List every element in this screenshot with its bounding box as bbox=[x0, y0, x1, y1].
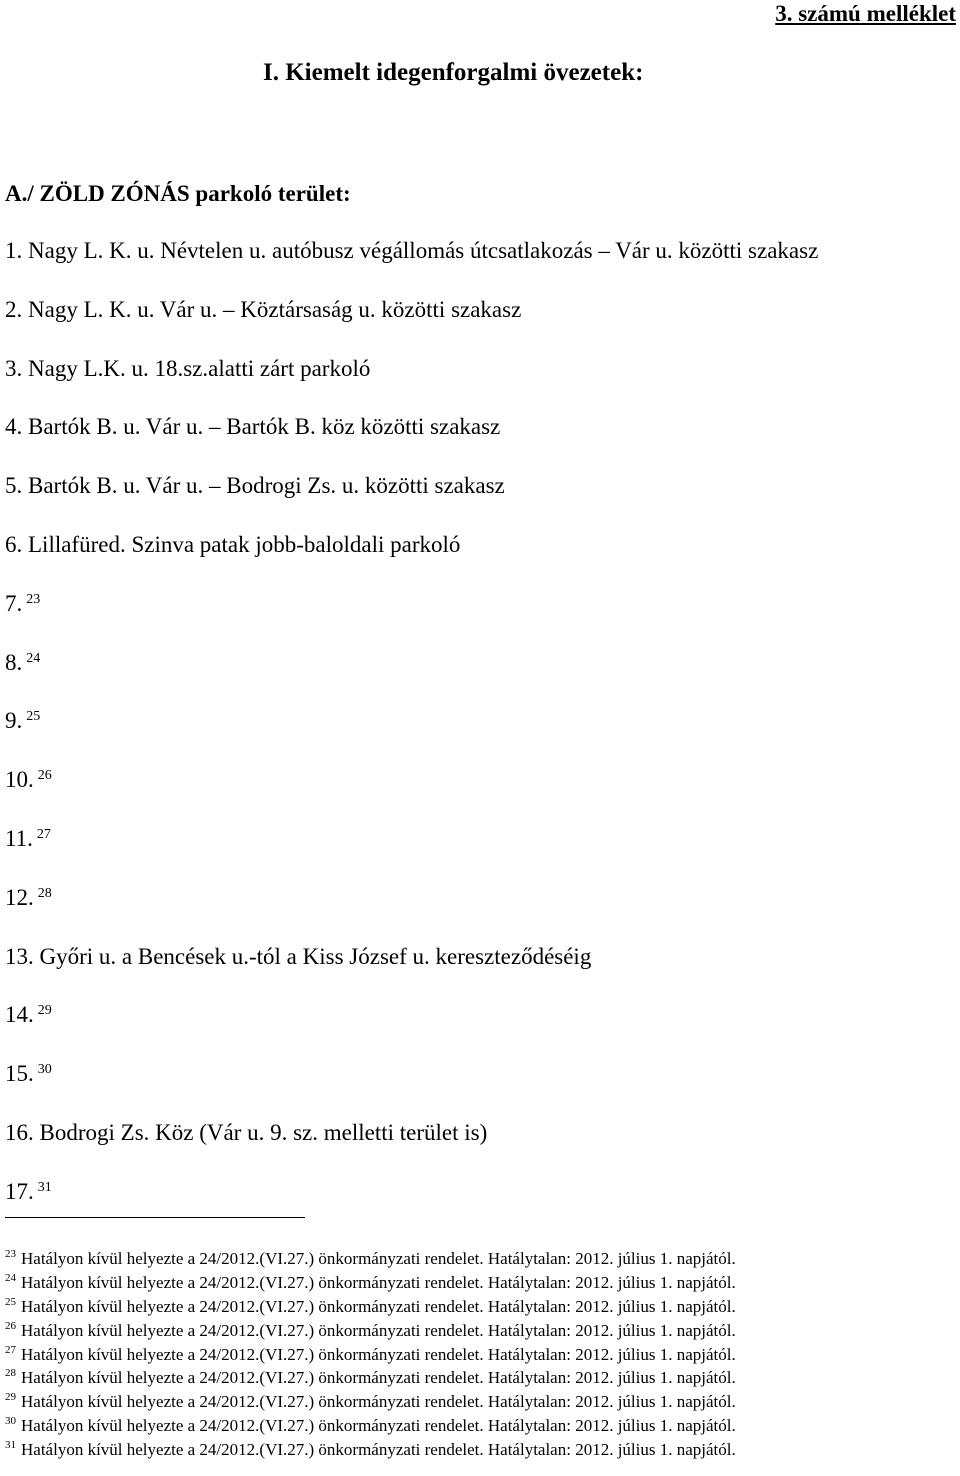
item-number: 3. bbox=[5, 355, 23, 381]
item-number: 12. bbox=[5, 884, 34, 910]
footnote bbox=[5, 1295, 736, 1319]
item-number: 8. bbox=[5, 649, 23, 675]
item-number: 6. bbox=[5, 531, 23, 557]
footnote-ref[interactable]: 25 bbox=[26, 709, 41, 725]
footnote-ref[interactable]: 26 bbox=[37, 768, 52, 784]
page-title: I. Kiemelt idegenforgalmi övezetek: bbox=[263, 59, 644, 86]
list-item bbox=[5, 1060, 818, 1119]
item-text: Bodrogi Zs. Köz (Vár u. 9. sz. melletti terület is) bbox=[39, 1119, 488, 1145]
footnote-number: 23 bbox=[5, 1248, 16, 1260]
list-item bbox=[5, 1178, 818, 1237]
list-item bbox=[5, 531, 818, 590]
footnote bbox=[5, 1343, 736, 1367]
footnote-text: Hatályon kívül helyezte a 24/2012.(VI.27.) önkormányzati rendelet. Hatálytalan: 2012. július 1. napjától. bbox=[21, 1272, 736, 1292]
footnote-number: 30 bbox=[5, 1415, 16, 1428]
list-item bbox=[5, 237, 818, 296]
list-item bbox=[5, 296, 818, 355]
footnote-ref[interactable]: 24 bbox=[26, 650, 41, 666]
list-item bbox=[5, 413, 818, 472]
item-text: Bartók B. u. Vár u. – Bodrogi Zs. u. közötti szakasz bbox=[28, 473, 505, 499]
list-item bbox=[5, 766, 818, 825]
item-number: 16. bbox=[5, 1119, 34, 1145]
footnote bbox=[5, 1366, 736, 1390]
footnote-number: 27 bbox=[5, 1343, 16, 1356]
footnote-list bbox=[5, 1247, 736, 1462]
footnote-number: 26 bbox=[5, 1319, 16, 1332]
footnote bbox=[5, 1247, 736, 1271]
item-number: 14. bbox=[5, 1002, 34, 1028]
footnote-text: Hatályon kívül helyezte a 24/2012.(VI.27.) önkormányzati rendelet. Hatálytalan: 2012. július 1. napjától. bbox=[21, 1392, 736, 1412]
item-text: Győri u. a Bencések u.-tól a Kiss József u. kereszteződéséig bbox=[39, 943, 592, 969]
footnote-text: Hatályon kívül helyezte a 24/2012.(VI.27.) önkormányzati rendelet. Hatálytalan: 2012. július 1. napjától. bbox=[21, 1344, 736, 1364]
list-item bbox=[5, 472, 818, 531]
item-number: 9. bbox=[5, 708, 23, 734]
item-number: 1. bbox=[5, 238, 23, 263]
list-item bbox=[5, 825, 818, 884]
footnote-ref[interactable]: 31 bbox=[37, 1179, 52, 1195]
item-number: 4. bbox=[5, 414, 23, 440]
footnote-text: Hatályon kívül helyezte a 24/2012.(VI.27.) önkormányzati rendelet. Hatálytalan: 2012. július 1. napjától. bbox=[21, 1440, 736, 1460]
footnote-number: 28 bbox=[5, 1367, 16, 1380]
list-item bbox=[5, 649, 818, 708]
zone-item-list bbox=[5, 237, 818, 1237]
footnote-text: Hatályon kívül helyezte a 24/2012.(VI.27.) önkormányzati rendelet. Hatálytalan: 2012. július 1. napjától. bbox=[21, 1368, 736, 1388]
list-item bbox=[5, 707, 818, 766]
footnote-text: Hatályon kívül helyezte a 24/2012.(VI.27.) önkormányzati rendelet. Hatálytalan: 2012. július 1. napjától. bbox=[21, 1416, 736, 1436]
item-number: 7. bbox=[5, 590, 23, 616]
item-text: Nagy L. K. u. Vár u. – Köztársaság u. közötti szakasz bbox=[28, 296, 522, 322]
item-text: Nagy L.K. u. 18.sz.alatti zárt parkoló bbox=[28, 355, 371, 381]
list-item bbox=[5, 355, 818, 414]
item-text: Bartók B. u. Vár u. – Bartók B. köz közötti szakasz bbox=[28, 414, 501, 440]
footnote-ref[interactable]: 30 bbox=[37, 1062, 52, 1078]
item-text: Lillafüred. Szinva patak jobb-baloldali parkoló bbox=[28, 531, 461, 557]
footnote bbox=[5, 1271, 736, 1295]
item-number: 2. bbox=[5, 296, 23, 322]
item-number: 17. bbox=[5, 1178, 34, 1204]
item-text: Nagy L. K. u. Névtelen u. autóbusz végállomás útcsatlakozás – Vár u. közötti szakasz bbox=[28, 238, 819, 263]
list-item bbox=[5, 1119, 818, 1178]
footnote-ref[interactable]: 23 bbox=[26, 591, 41, 607]
item-number: 5. bbox=[5, 473, 23, 499]
list-item bbox=[5, 884, 818, 943]
footnote-text: Hatályon kívül helyezte a 24/2012.(VI.27.) önkormányzati rendelet. Hatálytalan: 2012. július 1. napjától. bbox=[21, 1320, 736, 1340]
footnote-separator bbox=[5, 1217, 305, 1218]
footnote-text: Hatályon kívül helyezte a 24/2012.(VI.27.) önkormányzati rendelet. Hatálytalan: 2012. július 1. napjától. bbox=[21, 1296, 736, 1316]
item-number: 11. bbox=[5, 825, 33, 851]
footnote-number: 29 bbox=[5, 1391, 16, 1404]
footnote bbox=[5, 1319, 736, 1343]
footnote bbox=[5, 1438, 736, 1462]
list-item bbox=[5, 1001, 818, 1060]
footnote-ref[interactable]: 29 bbox=[37, 1003, 52, 1019]
footnote bbox=[5, 1414, 736, 1438]
footnote-number: 31 bbox=[5, 1439, 16, 1452]
item-number: 13. bbox=[5, 943, 34, 969]
footnote-ref[interactable]: 27 bbox=[36, 826, 51, 842]
section-heading: A./ ZÖLD ZÓNÁS parkoló terület: bbox=[5, 181, 351, 206]
item-number: 10. bbox=[5, 767, 34, 793]
footnote-number: 25 bbox=[5, 1295, 16, 1308]
list-item bbox=[5, 943, 818, 1002]
footnote-text: Hatályon kívül helyezte a 24/2012.(VI.27.) önkormányzati rendelet. Hatálytalan: 2012. július 1. napjától. bbox=[21, 1249, 736, 1268]
list-item bbox=[5, 590, 818, 649]
footnote bbox=[5, 1390, 736, 1414]
footnote-number: 24 bbox=[5, 1271, 16, 1284]
annex-label: 3. számú melléklet bbox=[775, 1, 956, 26]
item-number: 15. bbox=[5, 1061, 34, 1087]
footnote-ref[interactable]: 28 bbox=[37, 885, 52, 901]
